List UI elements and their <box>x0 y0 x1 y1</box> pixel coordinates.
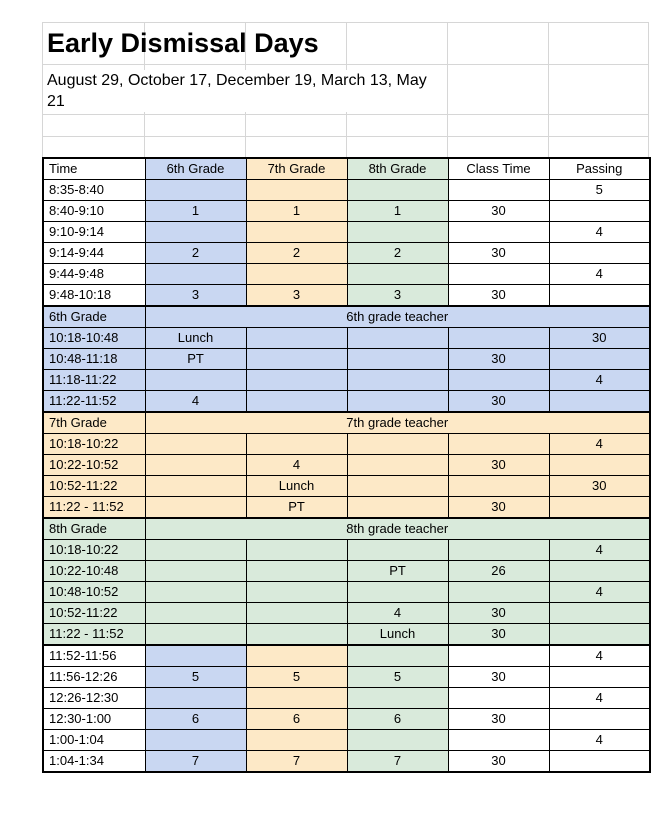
cell-sixth <box>145 688 246 709</box>
cell-sixth <box>145 582 246 603</box>
cell-class-time: 30 <box>448 455 549 476</box>
cell-eighth <box>347 370 448 391</box>
cell-seventh: 6 <box>246 709 347 730</box>
cell-passing <box>549 561 650 582</box>
section-label: 6th Grade <box>43 306 145 328</box>
cell-sixth: 7 <box>145 751 246 773</box>
cell-seventh <box>246 624 347 646</box>
cell-sixth <box>145 455 246 476</box>
cell-time: 11:22-11:52 <box>43 391 145 413</box>
cell-time: 11:52-11:56 <box>43 645 145 667</box>
cell-class-time: 26 <box>448 561 549 582</box>
table-row <box>43 561 650 582</box>
cell-time: 11:56-12:26 <box>43 667 145 688</box>
cell-sixth: 4 <box>145 391 246 413</box>
cell-seventh: Lunch <box>246 476 347 497</box>
cell-sixth <box>145 180 246 201</box>
cell-class-time: 30 <box>448 349 549 370</box>
cell-passing <box>549 201 650 222</box>
cell-passing: 5 <box>549 180 650 201</box>
cell-passing <box>549 285 650 307</box>
cell-class-time: 30 <box>448 285 549 307</box>
cell-time: 12:30-1:00 <box>43 709 145 730</box>
cell-passing <box>549 497 650 519</box>
column-header-passing: Passing <box>549 158 650 180</box>
cell-eighth <box>347 688 448 709</box>
cell-seventh <box>246 540 347 561</box>
column-header-row <box>43 158 650 180</box>
cell-seventh: 1 <box>246 201 347 222</box>
cell-sixth <box>145 730 246 751</box>
cell-time: 9:44-9:48 <box>43 264 145 285</box>
cell-sixth <box>145 497 246 519</box>
cell-class-time: 30 <box>448 201 549 222</box>
cell-eighth <box>347 476 448 497</box>
section-header-row <box>43 412 650 434</box>
table-row <box>43 603 650 624</box>
cell-eighth <box>347 730 448 751</box>
table-row <box>43 264 650 285</box>
cell-class-time: 30 <box>448 709 549 730</box>
cell-sixth: 2 <box>145 243 246 264</box>
cell-seventh <box>246 349 347 370</box>
cell-time: 10:22-10:52 <box>43 455 145 476</box>
cell-passing <box>549 455 650 476</box>
cell-passing <box>549 667 650 688</box>
cell-class-time: 30 <box>448 751 549 773</box>
schedule-table <box>42 157 651 773</box>
cell-sixth <box>145 645 246 667</box>
cell-time: 11:22 - 11:52 <box>43 497 145 519</box>
cell-time: 1:04-1:34 <box>43 751 145 773</box>
cell-seventh <box>246 328 347 349</box>
cell-eighth <box>347 328 448 349</box>
cell-class-time <box>448 688 549 709</box>
cell-passing: 4 <box>549 222 650 243</box>
cell-class-time: 30 <box>448 391 549 413</box>
cell-time: 10:18-10:22 <box>43 434 145 455</box>
cell-passing: 4 <box>549 688 650 709</box>
cell-class-time: 30 <box>448 603 549 624</box>
cell-eighth: 2 <box>347 243 448 264</box>
table-row <box>43 624 650 646</box>
cell-class-time <box>448 434 549 455</box>
cell-passing: 4 <box>549 434 650 455</box>
cell-seventh: 7 <box>246 751 347 773</box>
cell-passing <box>549 624 650 646</box>
table-row <box>43 370 650 391</box>
cell-eighth <box>347 222 448 243</box>
cell-sixth: Lunch <box>145 328 246 349</box>
cell-passing <box>549 751 650 773</box>
cell-sixth: 1 <box>145 201 246 222</box>
cell-eighth: Lunch <box>347 624 448 646</box>
cell-class-time <box>448 476 549 497</box>
cell-time: 10:48-10:52 <box>43 582 145 603</box>
cell-class-time <box>448 730 549 751</box>
cell-seventh <box>246 370 347 391</box>
cell-eighth <box>347 540 448 561</box>
section-label: 7th Grade <box>43 412 145 434</box>
cell-seventh <box>246 391 347 413</box>
column-header-class-time: Class Time <box>448 158 549 180</box>
cell-class-time <box>448 370 549 391</box>
table-row <box>43 222 650 243</box>
cell-seventh <box>246 561 347 582</box>
cell-time: 1:00-1:04 <box>43 730 145 751</box>
column-header-eighth: 8th Grade <box>347 158 448 180</box>
cell-seventh <box>246 582 347 603</box>
cell-time: 9:48-10:18 <box>43 285 145 307</box>
cell-class-time <box>448 328 549 349</box>
cell-seventh <box>246 645 347 667</box>
column-header-time: Time <box>43 158 145 180</box>
cell-eighth <box>347 455 448 476</box>
cell-sixth: 6 <box>145 709 246 730</box>
cell-time: 10:52-11:22 <box>43 476 145 497</box>
cell-time: 9:14-9:44 <box>43 243 145 264</box>
cell-passing: 4 <box>549 540 650 561</box>
table-row <box>43 645 650 667</box>
table-row <box>43 497 650 519</box>
cell-eighth <box>347 391 448 413</box>
table-row <box>43 582 650 603</box>
cell-eighth: 5 <box>347 667 448 688</box>
cell-class-time <box>448 582 549 603</box>
section-banner: 8th grade teacher <box>145 518 650 540</box>
cell-time: 10:52-11:22 <box>43 603 145 624</box>
cell-time: 8:35-8:40 <box>43 180 145 201</box>
cell-seventh <box>246 180 347 201</box>
cell-seventh: 3 <box>246 285 347 307</box>
cell-class-time <box>448 180 549 201</box>
cell-time: 11:18-11:22 <box>43 370 145 391</box>
cell-eighth <box>347 582 448 603</box>
table-row <box>43 455 650 476</box>
cell-sixth <box>145 264 246 285</box>
table-row <box>43 328 650 349</box>
cell-passing <box>549 603 650 624</box>
cell-sixth <box>145 222 246 243</box>
cell-eighth <box>347 645 448 667</box>
cell-class-time: 30 <box>448 497 549 519</box>
cell-eighth <box>347 434 448 455</box>
cell-eighth <box>347 349 448 370</box>
table-row <box>43 730 650 751</box>
section-label: 8th Grade <box>43 518 145 540</box>
cell-sixth <box>145 476 246 497</box>
cell-passing: 30 <box>549 328 650 349</box>
section-banner: 6th grade teacher <box>145 306 650 328</box>
table-row <box>43 391 650 413</box>
cell-sixth <box>145 561 246 582</box>
cell-time: 10:48-11:18 <box>43 349 145 370</box>
cell-class-time: 30 <box>448 667 549 688</box>
table-row <box>43 180 650 201</box>
column-header-seventh: 7th Grade <box>246 158 347 180</box>
table-row <box>43 540 650 561</box>
table-row <box>43 434 650 455</box>
cell-passing: 4 <box>549 730 650 751</box>
table-row <box>43 667 650 688</box>
cell-seventh <box>246 264 347 285</box>
table-row <box>43 751 650 773</box>
cell-eighth <box>347 180 448 201</box>
table-row <box>43 243 650 264</box>
table-row <box>43 285 650 307</box>
cell-seventh: 4 <box>246 455 347 476</box>
cell-passing: 30 <box>549 476 650 497</box>
cell-sixth: PT <box>145 349 246 370</box>
cell-time: 10:18-10:48 <box>43 328 145 349</box>
cell-time: 10:22-10:48 <box>43 561 145 582</box>
table-row <box>43 476 650 497</box>
cell-time: 10:18-10:22 <box>43 540 145 561</box>
cell-class-time: 30 <box>448 243 549 264</box>
cell-passing <box>549 243 650 264</box>
sheet-header <box>42 22 649 157</box>
cell-time: 11:22 - 11:52 <box>43 624 145 646</box>
cell-seventh <box>246 688 347 709</box>
cell-seventh: 5 <box>246 667 347 688</box>
cell-seventh: 2 <box>246 243 347 264</box>
cell-sixth <box>145 370 246 391</box>
cell-seventh <box>246 603 347 624</box>
cell-seventh <box>246 222 347 243</box>
cell-sixth: 5 <box>145 667 246 688</box>
cell-passing <box>549 391 650 413</box>
section-banner: 7th grade teacher <box>145 412 650 434</box>
cell-passing: 4 <box>549 582 650 603</box>
cell-eighth: 6 <box>347 709 448 730</box>
cell-sixth <box>145 434 246 455</box>
cell-class-time <box>448 540 549 561</box>
cell-seventh: PT <box>246 497 347 519</box>
dismissal-dates: August 29, October 17, December 19, March 13, May 21 <box>47 70 447 112</box>
cell-eighth: PT <box>347 561 448 582</box>
cell-eighth: 1 <box>347 201 448 222</box>
cell-time: 12:26-12:30 <box>43 688 145 709</box>
cell-seventh <box>246 434 347 455</box>
cell-class-time <box>448 222 549 243</box>
cell-sixth: 3 <box>145 285 246 307</box>
cell-passing <box>549 709 650 730</box>
table-row <box>43 688 650 709</box>
cell-passing <box>549 349 650 370</box>
cell-class-time: 30 <box>448 624 549 646</box>
cell-passing: 4 <box>549 264 650 285</box>
cell-eighth: 3 <box>347 285 448 307</box>
table-row <box>43 201 650 222</box>
table-row <box>43 709 650 730</box>
cell-passing: 4 <box>549 370 650 391</box>
cell-sixth <box>145 603 246 624</box>
cell-eighth <box>347 264 448 285</box>
cell-eighth <box>347 497 448 519</box>
page-title: Early Dismissal Days <box>47 28 319 58</box>
cell-time: 8:40-9:10 <box>43 201 145 222</box>
cell-sixth <box>145 624 246 646</box>
cell-eighth: 7 <box>347 751 448 773</box>
section-header-row <box>43 518 650 540</box>
cell-class-time <box>448 645 549 667</box>
cell-time: 9:10-9:14 <box>43 222 145 243</box>
cell-seventh <box>246 730 347 751</box>
column-header-sixth: 6th Grade <box>145 158 246 180</box>
section-header-row <box>43 306 650 328</box>
cell-eighth: 4 <box>347 603 448 624</box>
table-row <box>43 349 650 370</box>
cell-sixth <box>145 540 246 561</box>
cell-class-time <box>448 264 549 285</box>
cell-passing: 4 <box>549 645 650 667</box>
